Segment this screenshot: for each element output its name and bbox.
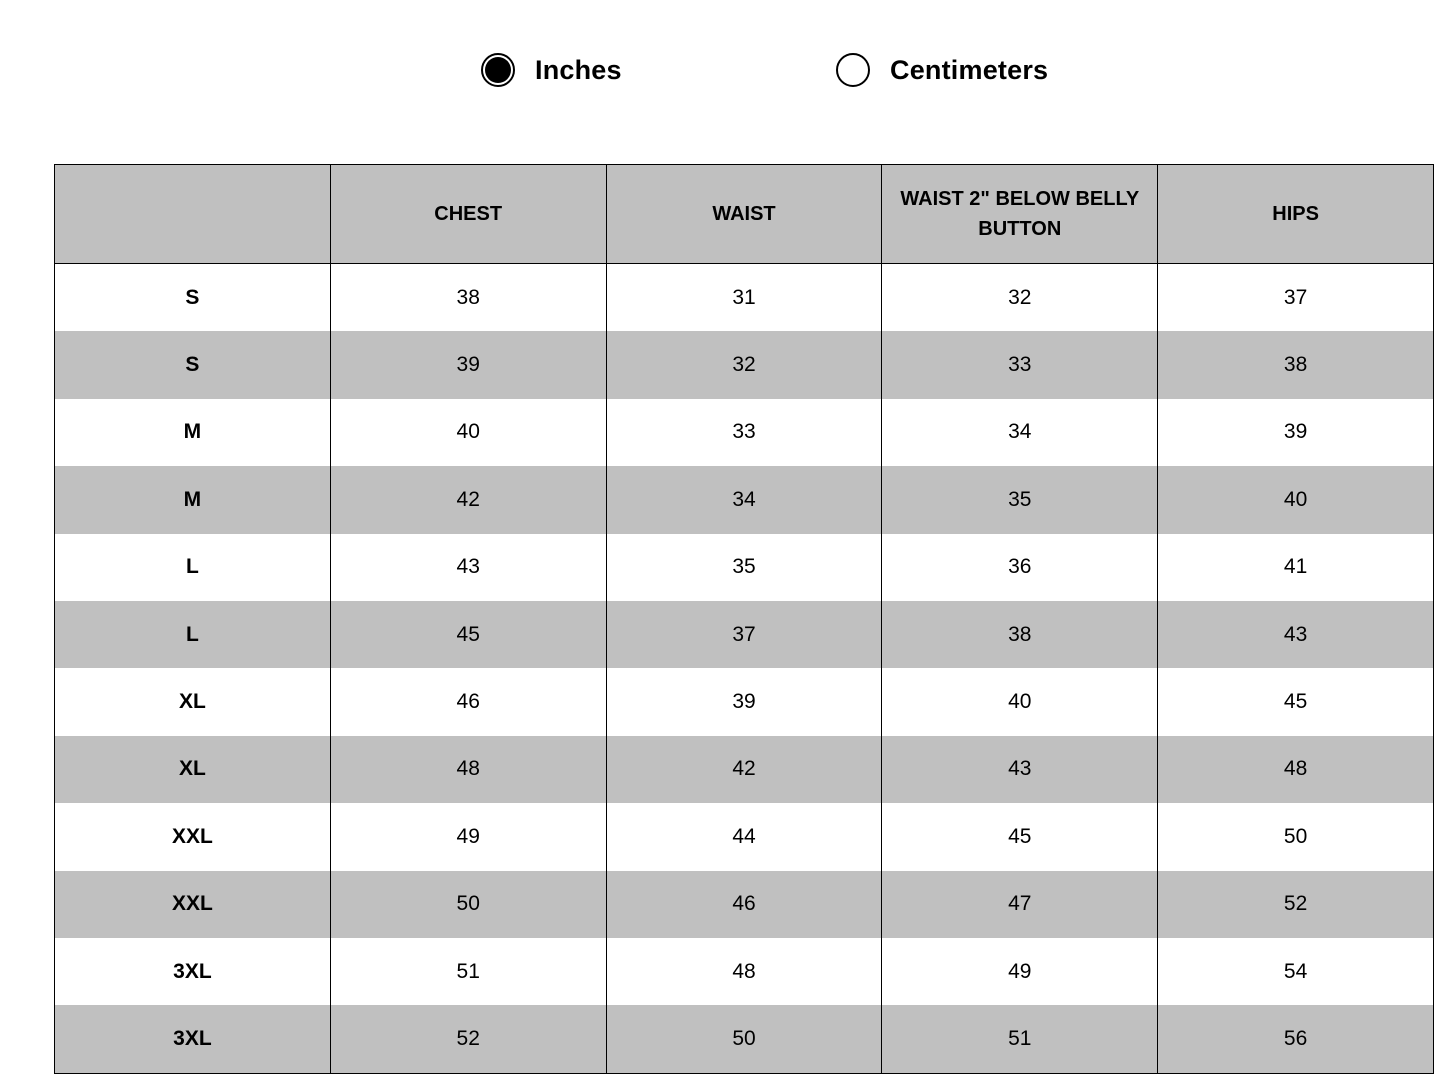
cell-waist: 31 xyxy=(606,264,882,332)
inches-radio[interactable] xyxy=(481,53,515,87)
cell-size: L xyxy=(55,601,331,668)
cell-waist: 44 xyxy=(606,803,882,870)
table-row xyxy=(55,668,1434,735)
cell-hips: 37 xyxy=(1158,264,1434,332)
cell-chest: 39 xyxy=(330,331,606,398)
centimeters-option[interactable] xyxy=(836,50,1048,90)
cell-chest: 49 xyxy=(330,803,606,870)
cell-chest: 43 xyxy=(330,534,606,601)
cell-waist: 35 xyxy=(606,534,882,601)
cell-hips: 54 xyxy=(1158,938,1434,1005)
inches-option[interactable] xyxy=(481,50,622,90)
cell-hips: 38 xyxy=(1158,331,1434,398)
table-row xyxy=(55,938,1434,1005)
cell-waist-below-belly: 38 xyxy=(882,601,1158,668)
cell-chest: 45 xyxy=(330,601,606,668)
table-row xyxy=(55,331,1434,398)
header-waist-below-belly: WAIST 2" BELOW BELLY BUTTON xyxy=(882,165,1158,264)
cell-size: XXL xyxy=(55,803,331,870)
table-row xyxy=(55,264,1434,332)
header-size xyxy=(55,165,331,264)
cell-chest: 51 xyxy=(330,938,606,1005)
cell-hips: 41 xyxy=(1158,534,1434,601)
cell-waist: 46 xyxy=(606,871,882,938)
cell-waist: 39 xyxy=(606,668,882,735)
cell-waist-below-belly: 49 xyxy=(882,938,1158,1005)
cell-waist-below-belly: 40 xyxy=(882,668,1158,735)
radio-selected-dot xyxy=(485,57,511,83)
cell-size: XL xyxy=(55,736,331,803)
cell-chest: 50 xyxy=(330,871,606,938)
cell-size: 3XL xyxy=(55,1005,331,1073)
cell-chest: 40 xyxy=(330,399,606,466)
cell-size: M xyxy=(55,466,331,533)
table-row xyxy=(55,1005,1434,1073)
cell-chest: 48 xyxy=(330,736,606,803)
cell-waist: 50 xyxy=(606,1005,882,1073)
cell-waist: 42 xyxy=(606,736,882,803)
cell-size: M xyxy=(55,399,331,466)
cell-waist: 37 xyxy=(606,601,882,668)
cell-hips: 56 xyxy=(1158,1005,1434,1073)
cell-chest: 42 xyxy=(330,466,606,533)
cell-waist-below-belly: 45 xyxy=(882,803,1158,870)
cell-chest: 52 xyxy=(330,1005,606,1073)
cell-size: L xyxy=(55,534,331,601)
table-row xyxy=(55,803,1434,870)
cell-size: S xyxy=(55,264,331,332)
header-chest: CHEST xyxy=(330,165,606,264)
cell-waist: 32 xyxy=(606,331,882,398)
cell-size: S xyxy=(55,331,331,398)
cell-hips: 48 xyxy=(1158,736,1434,803)
table-row xyxy=(55,399,1434,466)
header-waist: WAIST xyxy=(606,165,882,264)
unit-toggle xyxy=(481,50,1081,90)
table-row xyxy=(55,466,1434,533)
cell-hips: 52 xyxy=(1158,871,1434,938)
size-chart-table xyxy=(54,164,1434,1074)
cell-chest: 46 xyxy=(330,668,606,735)
header-hips: HIPS xyxy=(1158,165,1434,264)
table-row xyxy=(55,736,1434,803)
cell-waist-below-belly: 43 xyxy=(882,736,1158,803)
cell-waist: 33 xyxy=(606,399,882,466)
cell-hips: 39 xyxy=(1158,399,1434,466)
cell-waist-below-belly: 33 xyxy=(882,331,1158,398)
cell-size: XL xyxy=(55,668,331,735)
table-row xyxy=(55,871,1434,938)
cell-waist-below-belly: 35 xyxy=(882,466,1158,533)
centimeters-label[interactable]: Centimeters xyxy=(890,54,1049,85)
table-row xyxy=(55,601,1434,668)
cell-waist-below-belly: 36 xyxy=(882,534,1158,601)
cell-waist-below-belly: 34 xyxy=(882,399,1158,466)
cell-size: XXL xyxy=(55,871,331,938)
inches-label[interactable]: Inches xyxy=(535,54,622,85)
table-header-row xyxy=(55,165,1434,264)
cell-waist-below-belly: 32 xyxy=(882,264,1158,332)
cell-size: 3XL xyxy=(55,938,331,1005)
cell-hips: 45 xyxy=(1158,668,1434,735)
cell-waist-below-belly: 47 xyxy=(882,871,1158,938)
cell-waist: 48 xyxy=(606,938,882,1005)
cell-waist: 34 xyxy=(606,466,882,533)
cell-hips: 50 xyxy=(1158,803,1434,870)
centimeters-radio[interactable] xyxy=(836,53,870,87)
cell-waist-below-belly: 51 xyxy=(882,1005,1158,1073)
cell-chest: 38 xyxy=(330,264,606,332)
table-row xyxy=(55,534,1434,601)
cell-hips: 40 xyxy=(1158,466,1434,533)
cell-hips: 43 xyxy=(1158,601,1434,668)
